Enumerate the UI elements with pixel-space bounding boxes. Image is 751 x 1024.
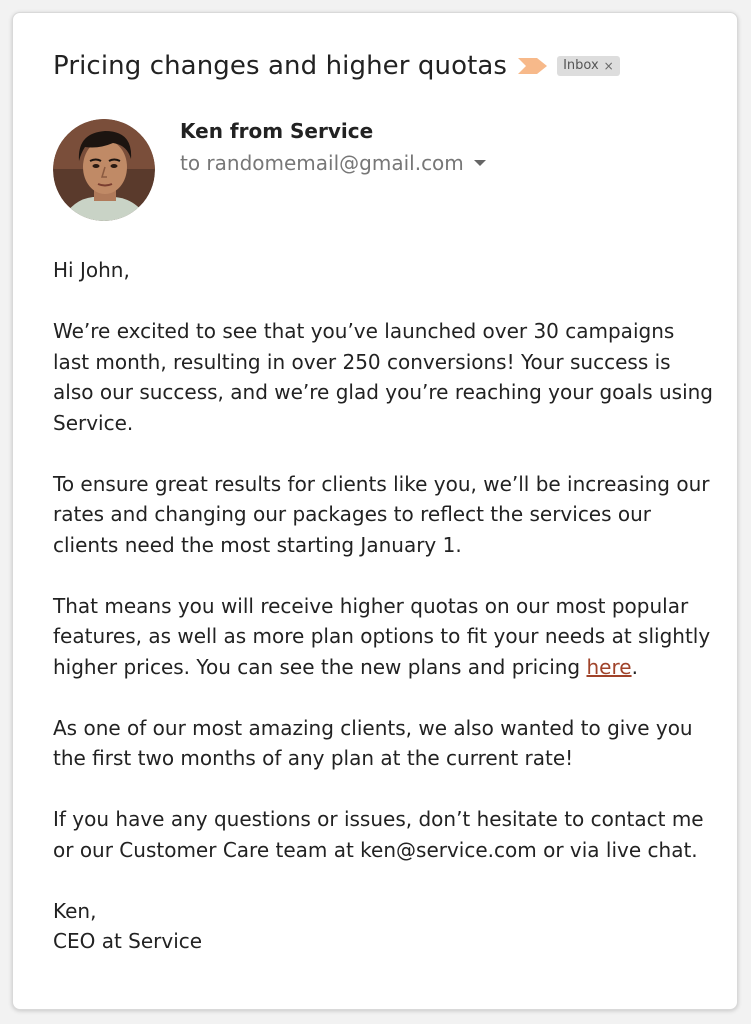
paragraph-text: . [631,654,638,679]
signoff-title: CEO at Service [53,929,203,953]
show-details-chevron-down-icon[interactable] [474,160,486,166]
signoff [53,896,713,957]
email-card [12,12,738,1010]
subject-row [53,51,620,81]
email-body [53,255,713,957]
body-paragraph: If you have any questions or issues, don’t hesitate to contact me or our Customer Care team at ken@service.com or via live chat. [53,807,704,862]
body-paragraph-with-link [53,591,713,683]
body-paragraph: To ensure great results for clients like you, we’ll be increasing our rates and changing our packages to reflect the services our clients need the most starting January 1. [53,471,710,557]
paragraph-text: That means you will receive higher quotas on our most popular features, as well as more plan options to fit your needs at slightly higher prices. You can see the new plans and pricing [53,593,711,679]
email-subject: Pricing changes and higher quotas [53,51,508,81]
recipient-row[interactable] [180,151,486,175]
inbox-label[interactable] [557,56,620,76]
body-paragraph: As one of our most amazing clients, we also wanted to give you the first two months of any plan at the current rate! [53,715,693,770]
body-paragraph: We’re excited to see that you’ve launched over 30 campaigns last month, resulting in over 250 conversions! Your success is also our success, and we’re glad you’re reaching your goals using Service. [53,319,713,435]
inbox-label-text: Inbox [563,58,599,73]
sender-name: Ken from Service [180,119,374,143]
signoff-name: Ken, [53,898,97,923]
remove-label-icon[interactable]: × [603,58,614,73]
sender-avatar [53,119,155,221]
person-avatar-icon [53,119,155,221]
pricing-link[interactable]: here [586,654,632,679]
greeting: Hi John, [53,258,130,282]
recipient-text: to randomemail@gmail.com [180,151,464,175]
importance-marker-icon[interactable] [517,56,549,76]
